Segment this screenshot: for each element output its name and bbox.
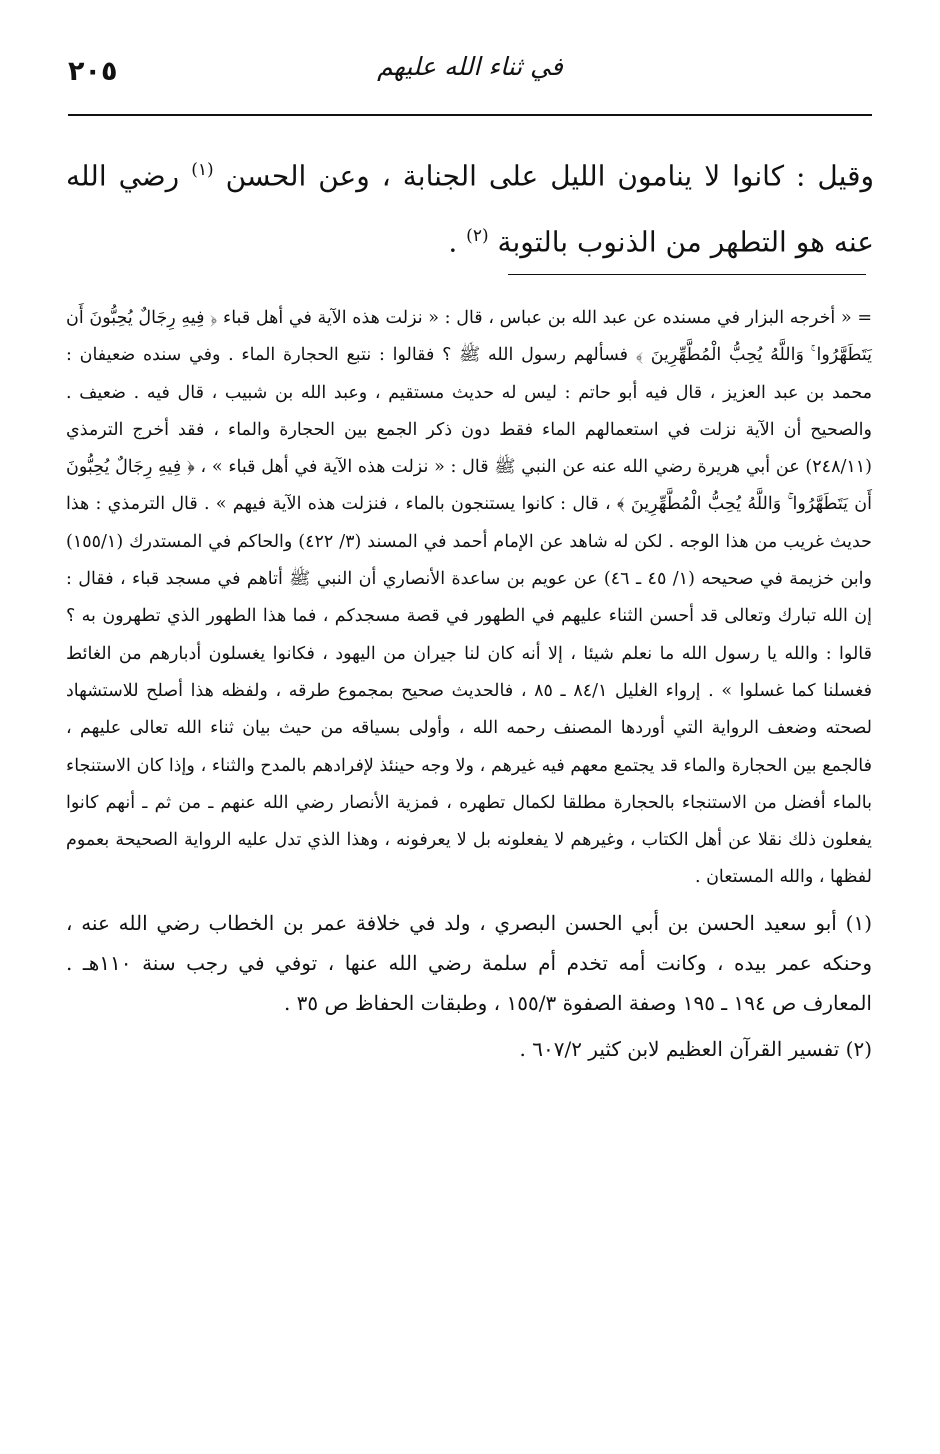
page-header [68,52,872,116]
footnote-marker-1[interactable]: (١) [191,160,214,180]
footnote-2-text: تفسير القرآن العظيم لابن كثير ٦٠٧/٢ . [519,1036,840,1061]
running-title: في ثناء الله عليهم [377,52,563,81]
footnote-marker-2[interactable]: (٢) [466,226,489,247]
main-text-part3: . [448,225,467,259]
footnote-separator [508,274,866,275]
main-text-part2: رضي الله عنه هو التطهر من الذنوب بالتوبة [66,159,874,259]
page-number: ٢٠٥ [68,56,118,87]
footnote-1-text: أبو سعيد الحسن بن أبي الحسن البصري ، ولد في خلافة عمر بن الخطاب رضي الله عنه ، وحنكه عمر بيده ، وكانت أمه تخدم أم سلمة رضي الله عنها ، توفي في رجب سنة ١١٠هـ . المعارف ص ١٩٤ ـ ١٩٥ وصفة الصفوة ١٥٥/٣ ، وطبقات الحفاظ ص ٣٥ . [66,910,872,1015]
footnote-2-marker: (٢) [845,1036,872,1061]
main-paragraph [66,140,874,273]
footnote-1-marker: (١) [845,910,872,935]
footnote-2 [66,1029,872,1069]
main-text-part1: وقيل : كانوا لا ينامون الليل على الجنابة ، وعن الحسن [213,159,874,193]
footnote-1 [66,903,872,1023]
header-rule [68,114,872,116]
footnotes [66,300,872,1069]
footnote-continuation: = « أخرجه البزار في مسنده عن عبد الله بن عباس ، قال : « نزلت هذه الآية في أهل قباء ﴿ فِيهِ رِجَالٌ يُحِبُّونَ أَن يَتَطَهَّرُوا ۚ وَاللَّهُ يُحِبُّ الْمُطَّهِّرِينَ ﴾ فسألهم رسول الله ﷺ ؟ فقالوا : نتبع الحجارة الماء . وفي سنده ضعيفان : محمد بن عبد العزيز ، قال فيه أبو حاتم : ليس له حديث مستقيم ، وعبد الله بن شبيب ، قال فيه . ضعيف . والصحيح أن الآية نزلت في استعمالهم الماء فقط دون ذكر الجمع بين الحجارة والماء ، فقد أخرج الترمذي (٢٤٨/١١) عن أبي هريرة رضي الله عنه عن النبي ﷺ قال : « نزلت هذه الآية في أهل قباء » ، ﴿ فِيهِ رِجَالٌ يُحِبُّونَ أَن يَتَطَهَّرُوا ۚ وَاللَّهُ يُحِبُّ الْمُطَّهِّرِينَ ﴾ ، قال : كانوا يستنجون بالماء ، فنزلت هذه الآية فيهم » . قال الترمذي : هذا حديث غريب من هذا الوجه . لكن له شاهد عن الإمام أحمد في المسند (٣/ ٤٢٢) والحاكم في المستدرك (١٥٥/١) وابن خزيمة في صحيحه (١/ ٤٥ ـ ٤٦) عن عويم بن ساعدة الأنصاري أن النبي ﷺ أتاهم في مسجد قباء ، فقال : إن الله تبارك وتعالى قد أحسن الثناء عليهم في الطهور في قصة مسجدكم ، فما هذا الطهور الذي تطهرون به ؟ قالوا : والله يا رسول الله ما نعلم شيئا ، إلا أنه كان لنا جيران من اليهود ، فكانوا يغسلون أدبارهم من الغائط فغسلنا كما غسلوا » . إرواء الغليل ٨٤/١ ـ ٨٥ ، فالحديث صحيح بمجموع طرقه ، ولفظه هذا أصلح للاستشهاد لصحته وضعف الرواية التي أوردها المصنف رحمه الله ، وأولى بسياقه من حيث بيان ثناء الله تعالى عليهم ، فالجمع بين الحجارة والماء قد يجتمع معهم فيه غيرهم ، ولا وجه حينئذ لإفرادهم بالمدح والثناء ، وإذا كان الاستنجاء بالماء أفضل من الاستنجاء بالحجارة مطلقا لكمال تطهره ، فمزية الأنصار رضي الله عنهم ـ من ثم ـ أنهم كانوا يفعلون ذلك نقلا عن أهل الكتاب ، وغيرهم لا يفعلونه بل لا يعرفونه ، وهذا الذي تدل عليه الرواية الصحيحة بعموم لفظها ، والله المستعان . [66,308,872,888]
